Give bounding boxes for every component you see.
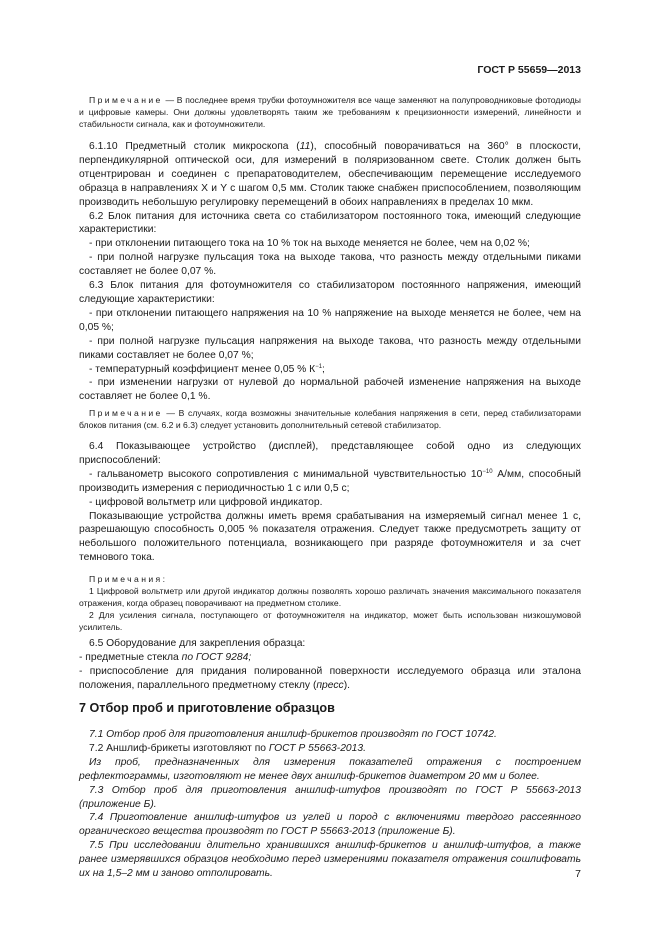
paragraph-6-2: 6.2 Блок питания для источника света со стабилизатором постоянного тока, имеющий следующие характеристики: (79, 210, 581, 236)
list-item: - при полной нагрузке пульсация тока на выходе такова, что разность между отдельными пиками составляет не более 0,07 %. (79, 252, 581, 278)
section-7-title: 7 Отбор проб и приготовление образцов (79, 701, 335, 715)
document-header-id: ГОСТ Р 55659—2013 (477, 64, 581, 76)
list-item: - при отклонении питающего напряжения на 10 % напряжение на выходе меняется не более, чем на 0,05 %; (79, 307, 581, 333)
note-text: — В последнее время трубки фотоумножителя все чаще заменяют на полупроводниковые фотодиоды и цифровые камеры. Они должны удовлетворять таким же требованиям к прецизионности измерений, линейности и стабильности сигнала, как и фотоумножители. (79, 95, 581, 129)
section-6-body-3 (79, 637, 581, 693)
paragraph-6-3: 6.3 Блок питания для фотоумножителя со стабилизатором постоянного напряжения, имеющий следующие характеристики: (79, 280, 581, 305)
document-page (79, 60, 581, 930)
note-stabilizer (79, 407, 581, 431)
list-item: - приспособление для придания полированной поверхности исследуемого образца или эталона положения, параллельного предметному стеклу (пресс). (79, 665, 581, 691)
section-6-body-2 (79, 440, 581, 565)
paragraph-7-1: 7.1 Отбор проб для приготовления аншлиф-брикетов производят по ГОСТ 10742. (89, 729, 497, 740)
note-label: Примечание (89, 408, 163, 418)
note-item: 1 Цифровой вольтметр или другой индикатор должны позволять хорошо различать значения максимального показателя отражения, когда образец поворачивают на предметном столике. (79, 586, 581, 608)
paragraph-6-5: 6.5 Оборудование для закрепления образца: (89, 638, 306, 649)
note-label: Примечание (89, 95, 163, 105)
paragraph-7-3: 7.3 Отбор проб для приготовления аншлиф-штуфов производят по ГОСТ Р 55663-2013 (приложение Б). (79, 784, 581, 810)
note-photomultiplier (79, 94, 581, 130)
list-item: - температурный коэффициент менее 0,05 % $К^{-1}$; (89, 363, 325, 375)
notes-display (79, 573, 581, 633)
section-7-body (79, 728, 581, 881)
paragraph-7-5: 7.5 При исследовании длительно хранившихся аншлиф-брикетов и аншлиф-штуфов, а также ранее измерявшихся образцов необходимо перед измерениями показателя отражения сошлифовать их на 1,5–2 мм и заново отполировать. (79, 840, 581, 880)
list-item: - при изменении нагрузки от нулевой до нормальной рабочей изменение напряжения на выходе составляет не более 0,1 %. (79, 377, 581, 403)
note-item: 2 Для усиления сигнала, поступающего от фотоумножителя на индикатор, может быть использован низкошумовой усилитель. (79, 610, 581, 632)
list-item: - гальванометр высокого сопротивления с минимальной чувствительностью $10^{-10}$ А/мм, способный производить измерения с периодичностью 1 с или 0,5 с; (79, 468, 581, 494)
paragraph-6-1-10: 6.1.10 Предметный столик микроскопа (11), способный поворачиваться на 360° в плоскости, перпендикулярной оптической оси, для измерений в поляризованном свете. Столик должен быть отцентрирован и соединен с препаратоводителем, обеспечивающим перемещение исследуемого образца в направлениях Х и Y с шагом 0,5 мм. Столик также снабжен приспособлением, позволяющим производить небольшую регулировку перемещений в обоих направлениях в пределах 10 мкм. (79, 141, 581, 208)
section-6-body-1 (79, 140, 581, 404)
list-item: - предметные стекла по ГОСТ 9284; (79, 651, 252, 663)
paragraph-7-2: 7.2 Аншлиф-брикеты изготовляют по ГОСТ Р 55663-2013. (89, 742, 366, 754)
list-item: - при отклонении питающего тока на 10 % ток на выходе меняется не более, чем на 0,02 %; (89, 238, 530, 250)
note-text: — В случаях, когда возможны значительные колебания напряжения в сети, перед стабилизаторами блоков питания (см. 6.2 и 6.3) следует установить дополнительный сетевой стабилизатор. (79, 408, 581, 430)
notes-label: Примечания: (89, 574, 168, 584)
paragraph-display-requirements: Показывающие устройства должны иметь время срабатывания на измеряемый сигнал менее 1 с, разрешающую способность 0,005 % показателя отражения. Следует также предусмотреть защиту от небольшого положительного потенциала, возникающего при разряде фотоумножителя и за счет темнового тока. (79, 510, 581, 564)
list-item: - при полной нагрузке пульсация напряжения на выходе такова, что разность между отдельными пиками составляет не более 0,07 %; (79, 335, 581, 361)
paragraph-7-2-cont: Из проб, предназначенных для измерения показателей отражения с построением рефлектограммы, изготовляют не менее двух аншлиф-брикетов диаметром 20 мм и более. (79, 756, 581, 782)
page-number: 7 (575, 868, 581, 880)
paragraph-6-4: 6.4 Показывающее устройство (дисплей), представляющее собой одно из следующих приспособлений: (79, 441, 581, 466)
paragraph-7-4: 7.4 Приготовление аншлиф-штуфов из углей и пород с включениями твердого рассеянного органического вещества производят по ГОСТ Р 55663-2013 (приложение Б). (79, 812, 581, 838)
list-item: - цифровой вольтметр или цифровой индикатор. (89, 496, 323, 508)
